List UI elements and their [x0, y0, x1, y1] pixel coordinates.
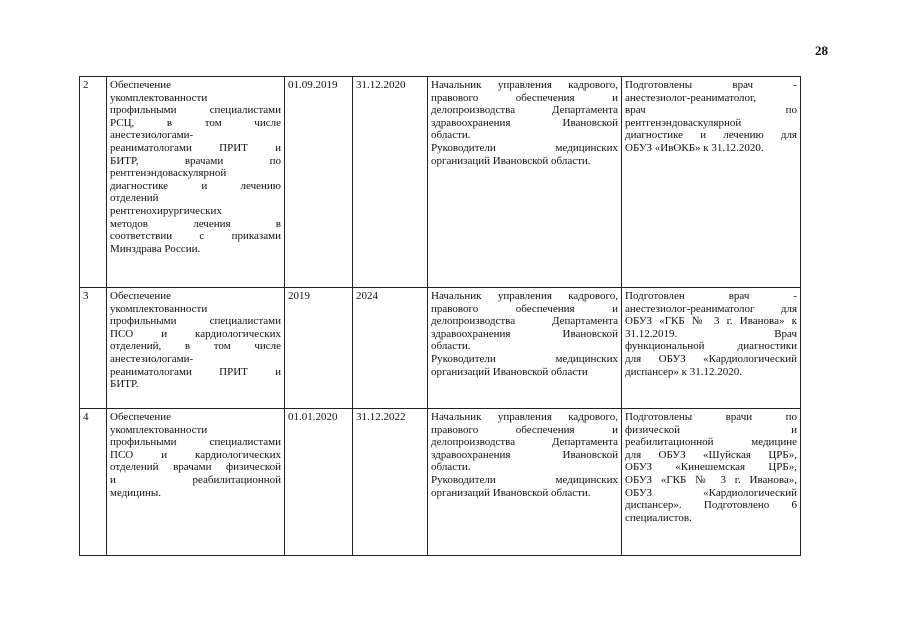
text-line: профильными специалистами — [110, 104, 281, 117]
text-line: медицины. — [110, 486, 161, 499]
text-line: для ОБУЗ «Шуйская ЦРБ», — [625, 448, 797, 461]
text-line: правового обеспечения и — [431, 423, 618, 436]
task-cell — [107, 288, 285, 409]
text-line: физической и — [625, 423, 797, 436]
text-line: Подготовлен врач - — [625, 290, 797, 302]
text-line: правового обеспечения и — [431, 302, 618, 315]
text-line: ПСО и кардиологических — [110, 448, 281, 461]
text-line: рентгенэндоваскулярной — [110, 167, 227, 180]
text-line: Подготовлены врач - — [625, 79, 797, 91]
text-line: Минздрава России. — [110, 242, 201, 255]
result-cell — [622, 77, 801, 288]
text-line: профильными специалистами — [110, 436, 281, 449]
table-row — [80, 409, 801, 556]
text-line: врач по — [625, 104, 797, 117]
text-line: анестезиолог-реаниматолог для — [625, 302, 797, 315]
text-line: Начальник управления кадрового, — [431, 411, 618, 423]
text-line: Обеспечение — [110, 290, 171, 302]
start-date-cell: 01.09.2019 — [285, 77, 353, 288]
text-line: реаниматологами ПРИТ и — [110, 141, 281, 154]
text-line: организаций Ивановской области. — [431, 154, 591, 167]
row-number-cell: 2 — [80, 77, 107, 288]
text-line: диспансер». Подготовлено 6 — [625, 499, 797, 512]
result-cell — [622, 409, 801, 556]
text-line: области. — [431, 340, 471, 353]
row-number-cell: 3 — [80, 288, 107, 409]
text-line: укомплектованности — [110, 423, 208, 436]
text-line: реабилитационной медицине — [625, 436, 797, 449]
text-line: организаций Ивановской области — [431, 365, 588, 378]
text-line: 31.12.2019. Врач — [625, 327, 797, 340]
text-line: делопроизводства Департамента — [431, 315, 618, 328]
task-cell — [107, 77, 285, 288]
text-line: реаниматологами ПРИТ и — [110, 365, 281, 378]
text-line: ОБУЗ «ГКБ № 3 г. Иванова» к — [625, 315, 797, 328]
table-row — [80, 288, 801, 409]
result-cell — [622, 288, 801, 409]
text-line: правового обеспечения и — [431, 91, 618, 104]
text-line: функциональной диагностики — [625, 340, 797, 353]
text-line: здравоохранения Ивановской — [431, 327, 618, 340]
text-line: диагностике и лечению — [110, 179, 281, 192]
text-line: отделений врачами физической — [110, 461, 281, 474]
text-line: делопроизводства Департамента — [431, 436, 618, 449]
text-line: диспансер» к 31.12.2020. — [625, 365, 743, 378]
text-line: Начальник управления кадрового, — [431, 79, 618, 91]
text-line: ОБУЗ «ГКБ № 3 г. Иванова», — [625, 473, 797, 486]
text-line: РСЦ, в том числе — [110, 116, 281, 129]
text-line: Подготовлены врачи по — [625, 411, 797, 423]
responsible-cell — [428, 288, 622, 409]
text-line: методов лечения в — [110, 217, 281, 230]
text-line: диагностике и лечению для — [625, 129, 797, 142]
row-number-cell: 4 — [80, 409, 107, 556]
text-line: профильными специалистами — [110, 315, 281, 328]
text-line: анестезиолог-реаниматолог, — [625, 91, 757, 104]
text-line: для ОБУЗ «Кардиологический — [625, 352, 797, 365]
text-line: здравоохранения Ивановской — [431, 116, 618, 129]
end-date-cell: 2024 — [353, 288, 428, 409]
measures-table — [79, 76, 801, 556]
text-line: делопроизводства Департамента — [431, 104, 618, 117]
text-line: отделений, в том числе — [110, 340, 281, 353]
text-line: организаций Ивановской области. — [431, 486, 591, 499]
text-line: анестезиологами- — [110, 352, 194, 365]
text-line: Обеспечение — [110, 411, 171, 423]
text-line: Руководители медицинских — [431, 352, 618, 365]
text-line: ОБУЗ «Кардиологический — [625, 486, 797, 499]
text-line: специалистов. — [625, 511, 692, 524]
responsible-cell — [428, 409, 622, 556]
responsible-cell — [428, 77, 622, 288]
text-line: Обеспечение — [110, 79, 171, 91]
text-line: ОБУЗ «ИвОКБ» к 31.12.2020. — [625, 141, 764, 154]
text-line: области. — [431, 129, 471, 142]
text-line: и реабилитационной — [110, 473, 281, 486]
text-line: Начальник управления кадрового, — [431, 290, 618, 302]
start-date-cell: 2019 — [285, 288, 353, 409]
end-date-cell: 31.12.2022 — [353, 409, 428, 556]
text-line: Руководители медицинских — [431, 473, 618, 486]
text-line: ПСО и кардиологических — [110, 327, 281, 340]
text-line: Руководители медицинских — [431, 141, 618, 154]
text-line: БИТР, врачами по — [110, 154, 281, 167]
start-date-cell: 01.01.2020 — [285, 409, 353, 556]
text-line: рентгенохирургических — [110, 204, 222, 217]
text-line: анестезиологами- — [110, 129, 194, 142]
task-cell — [107, 409, 285, 556]
text-line: укомплектованности — [110, 91, 208, 104]
end-date-cell: 31.12.2020 — [353, 77, 428, 288]
text-line: отделений — [110, 192, 159, 205]
page-number: 28 — [815, 43, 828, 58]
text-line: области. — [431, 461, 471, 474]
text-line: укомплектованности — [110, 302, 208, 315]
text-line: ОБУЗ «Кинешемская ЦРБ», — [625, 461, 797, 474]
text-line: соответствии с приказами — [110, 230, 281, 243]
text-line: рентгенэндоваскулярной — [625, 116, 742, 129]
text-line: здравоохранения Ивановской — [431, 448, 618, 461]
text-line: БИТР. — [110, 378, 139, 391]
table-row — [80, 77, 801, 288]
